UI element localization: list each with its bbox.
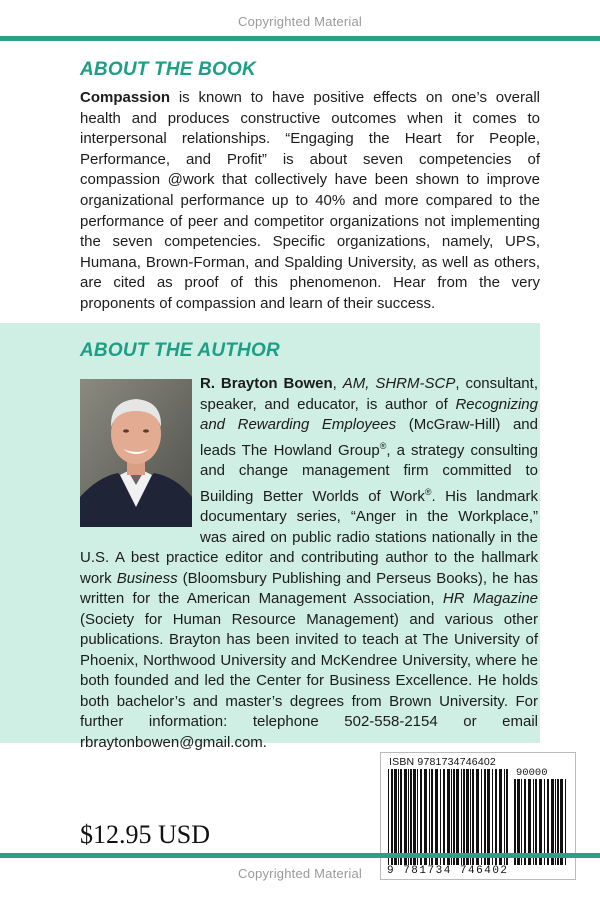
addon-code: 90000 [516,767,548,779]
isbn-barcode [380,752,576,880]
barcode-bars [388,769,510,865]
about-author-section [0,323,540,751]
lead-word: Compassion [80,89,171,106]
book-title-business: Business [116,569,178,587]
price: $12.95 USD [80,820,211,849]
isbn-label: ISBN 9781734746402 [389,756,496,768]
registered-mark: ® [379,440,387,451]
top-divider [0,36,600,41]
copyright-watermark-top: Copyrighted Material [238,14,362,29]
magazine-title: HR Magazine [442,590,539,607]
bio-text-6: (Society for Human Resource Management) and various other publications. Brayton has been invited to teach at The University of Phoenix, Northwood University and McKendree University, where he both founded and led the Center for Business Excellence. He holds both bachelor’s and master’s degrees from Brown University. For further information: telephone 502-558-2154 or email rbraytonbowen@gmail.com. [80,610,538,751]
bio-text-4: . His landmark documentary series, “Anger in the Workplace,” was aired on public radio stations nationally in the U.S. A best practice editor and contributing author to the hallmark work [80,487,539,587]
about-book-heading: ABOUT THE BOOK [80,59,256,80]
bottom-divider [0,853,600,858]
bio-text-5: (Bloomsbury Publishing and Perseus Books), he has written for the American Management Association, [80,569,538,607]
bio-text-1: , consultant, speaker, and educator, is author of [200,375,538,413]
copyright-watermark-bottom: Copyrighted Material [238,866,362,881]
registered-mark: ® [424,486,432,497]
book-title-recognizing: Recognizing and Rewarding Employees [200,395,538,433]
bio-text-3: , a strategy consulting and change management firm committed to Building Better Worlds of Work [200,441,538,505]
about-book-text [80,88,540,315]
about-book-paragraph: is known to have positive effects on one’s overall health and produces constructive outcomes when it comes to interpersonal relationships. “Engaging the Heart for People, Performance, and Profit” is about seven competencies of compassion @work that collectively have been shown to improve organizational performance up to 40% and more compared to the performance of peer and competitor organizations not implementing the seven competencies. Specific organizations, namely, UPS, Humana, Brown-Forman, and Spalding University, as well as others, are cited as proof of this phenomenon. Hear from the very proponents of compassion and learn of their success. [80,89,540,312]
credentials-separator: , [332,375,343,392]
bio-text-2: (McGraw-Hill) and leads The Howland Group [200,416,538,459]
about-author-heading: ABOUT THE AUTHOR [80,340,280,361]
author-credentials: AM, SHRM-SCP [342,375,456,392]
author-name: R. Brayton Bowen [200,375,333,392]
about-author-text [80,374,538,753]
barcode-digits: 9 781734 746402 [387,865,509,877]
